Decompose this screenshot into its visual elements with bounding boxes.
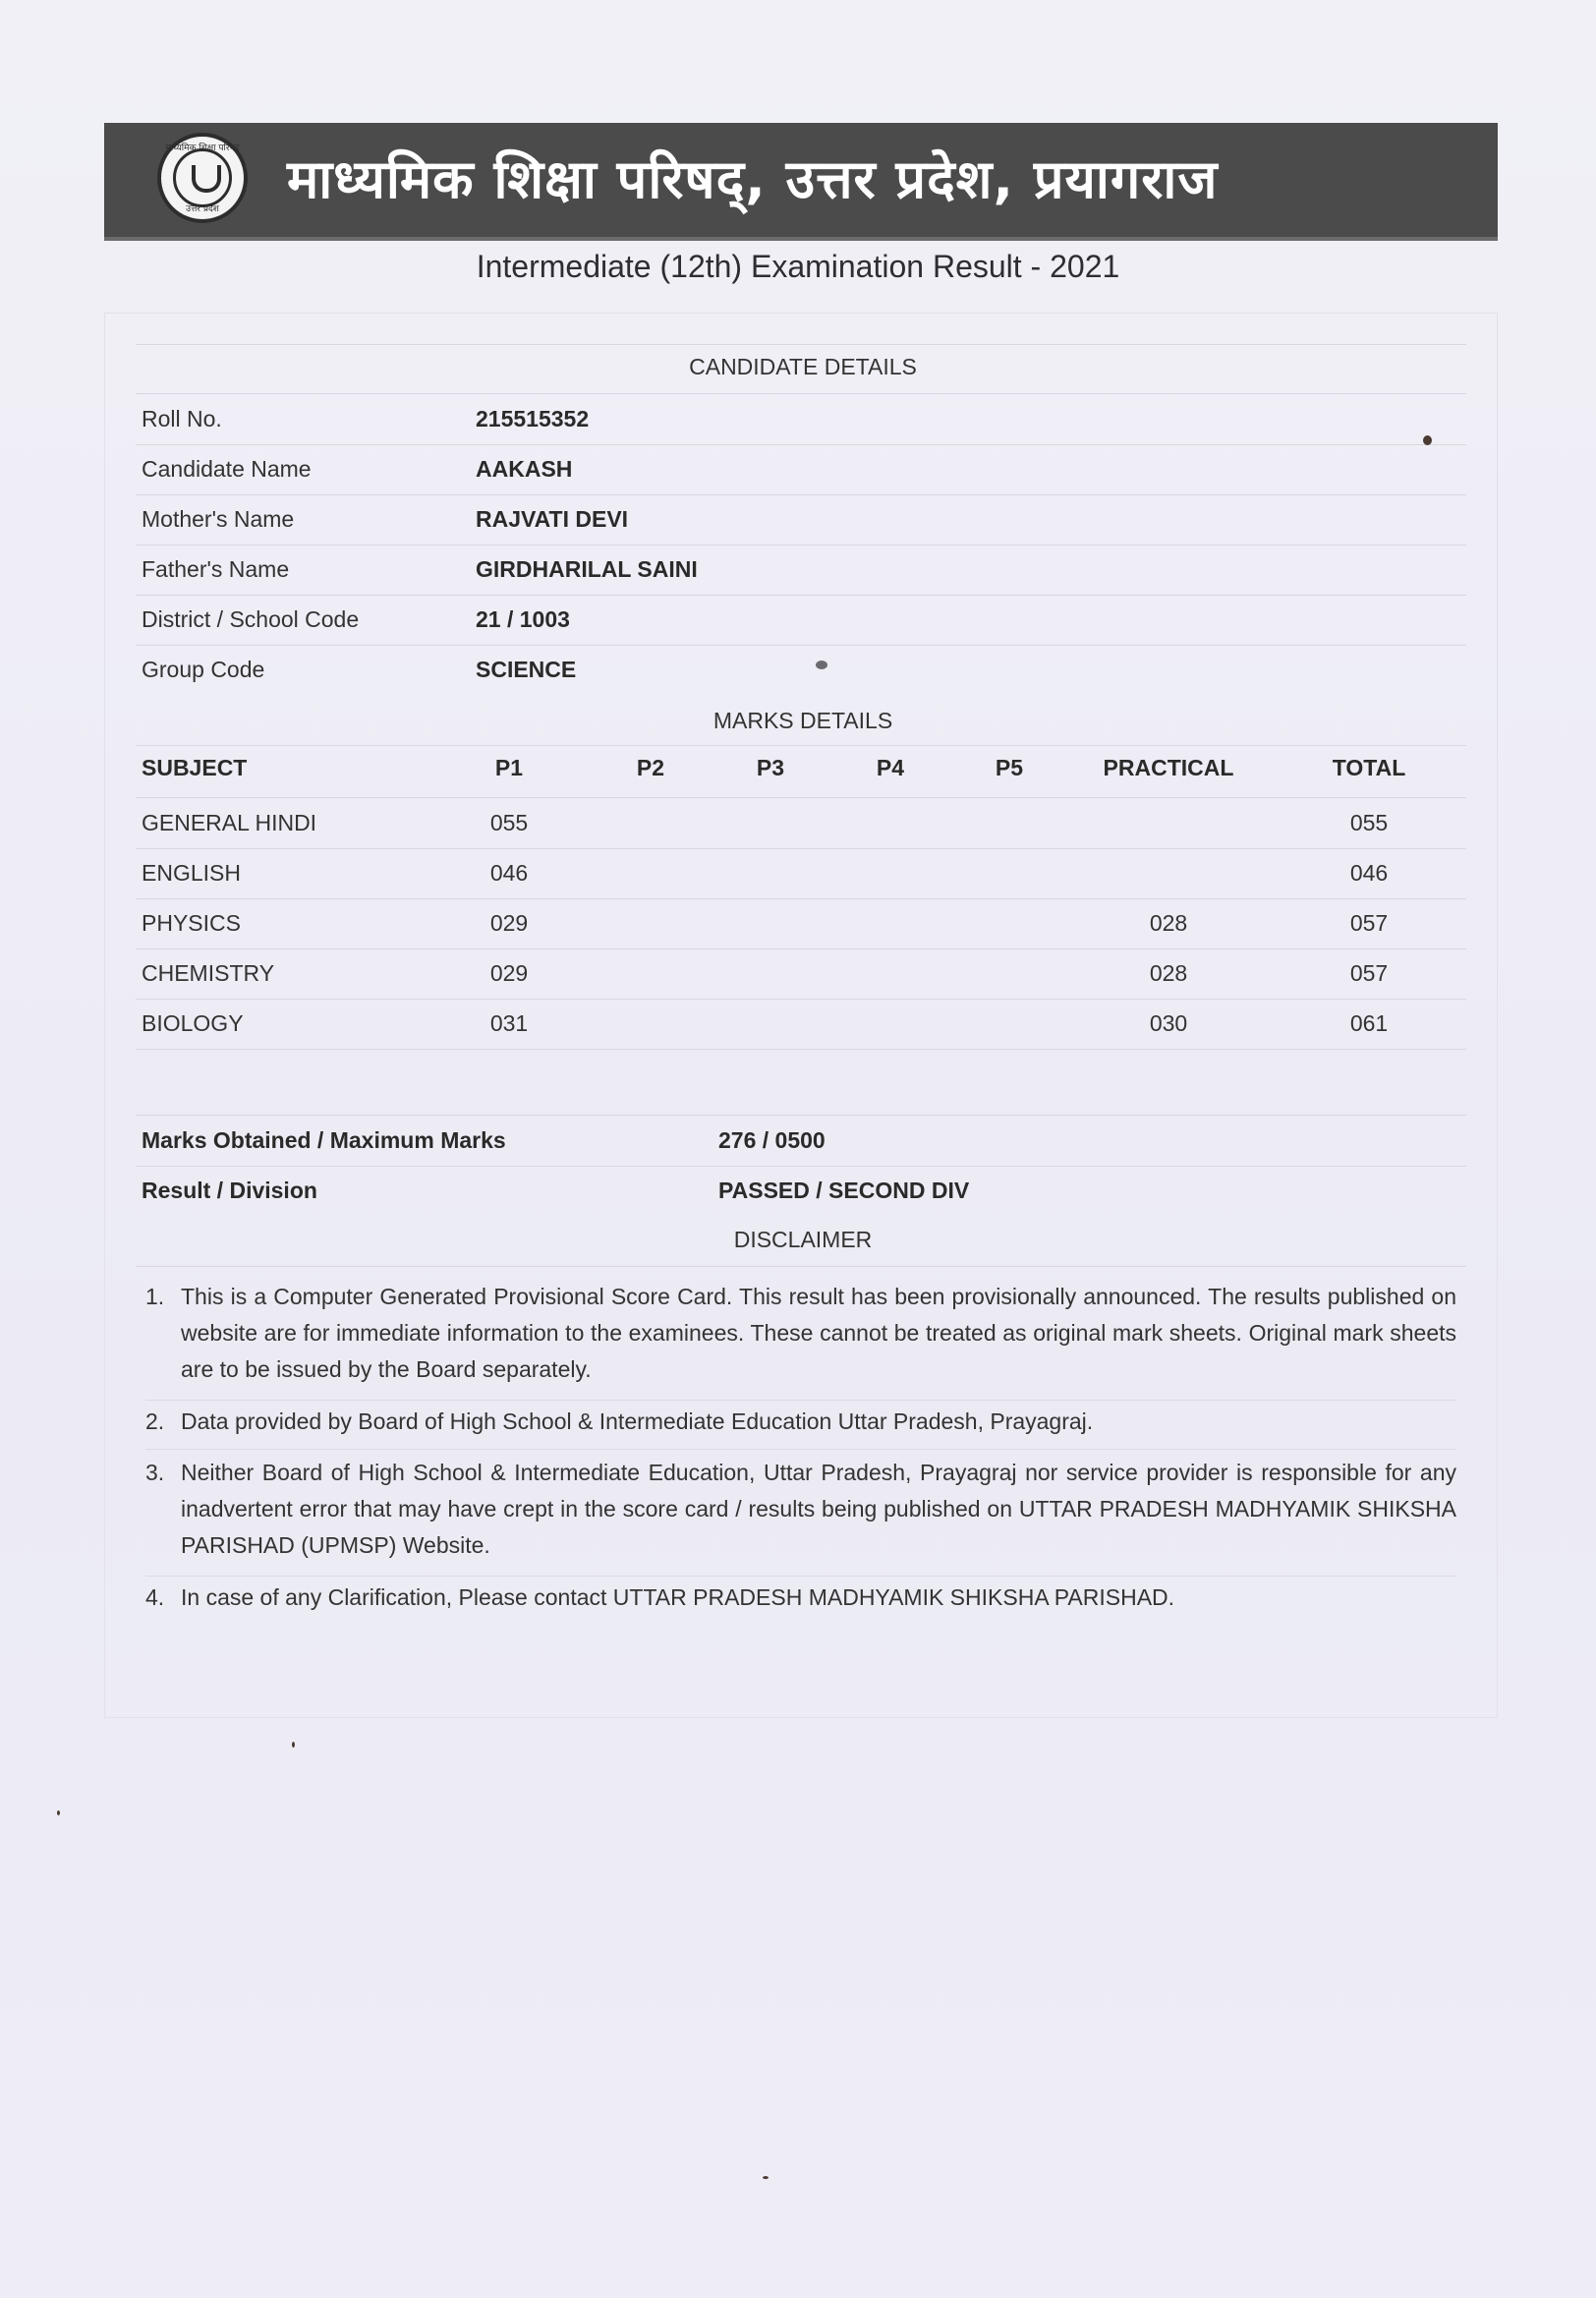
practical-cell: 030	[1149, 1010, 1188, 1036]
divider	[145, 1449, 1456, 1450]
paper-speck	[57, 1810, 60, 1815]
field-value: 21 / 1003	[476, 606, 570, 632]
paper-speck	[763, 2176, 769, 2179]
seal-emblem-icon	[192, 165, 221, 193]
field-value: AAKASH	[476, 456, 573, 482]
marks-obtained-label: Marks Obtained / Maximum Marks	[142, 1127, 506, 1153]
p1-cell: 031	[489, 1010, 529, 1036]
disclaimer-item	[145, 1404, 1456, 1440]
total-cell: 061	[1349, 1010, 1389, 1036]
field-value: GIRDHARILAL SAINI	[476, 556, 698, 582]
disclaimer-number: 2.	[145, 1408, 165, 1434]
p1-cell: 046	[489, 860, 529, 886]
disclaimer-title: DISCLAIMER	[733, 1227, 873, 1252]
field-label: Father's Name	[142, 556, 290, 582]
divider	[136, 344, 1466, 345]
col-header-p2: P2	[636, 755, 665, 780]
disclaimer-item	[145, 1279, 1456, 1389]
p1-cell: 029	[489, 910, 529, 936]
p1-cell: 055	[489, 810, 529, 835]
subject-cell: PHYSICS	[142, 910, 241, 936]
field-label: Group Code	[142, 657, 265, 682]
divider	[136, 745, 1466, 746]
subject-cell: BIOLOGY	[142, 1010, 244, 1036]
col-header-p3: P3	[756, 755, 785, 780]
practical-cell: 028	[1149, 960, 1188, 986]
table-row	[136, 898, 1466, 949]
col-header-p5: P5	[995, 755, 1024, 780]
page-title: Intermediate (12th) Examination Result - 2021	[476, 249, 1120, 284]
disclaimer-item	[145, 1455, 1456, 1565]
field-value: 215515352	[476, 406, 590, 431]
result-division-label: Result / Division	[142, 1178, 317, 1203]
field-row-father-name	[136, 545, 1466, 596]
col-header-subject: SUBJECT	[142, 755, 248, 780]
candidate-section-title: CANDIDATE DETAILS	[689, 354, 917, 379]
marks-obtained-row	[136, 1116, 1466, 1167]
paper-speck	[292, 1742, 295, 1748]
table-row	[136, 999, 1466, 1050]
col-header-p4: P4	[876, 755, 905, 780]
field-label: District / School Code	[142, 606, 360, 632]
p1-cell: 029	[489, 960, 529, 986]
seal-bottom-text: उत्तर प्रदेश	[186, 204, 219, 214]
total-cell: 057	[1349, 960, 1389, 986]
marks-section-title: MARKS DETAILS	[712, 708, 893, 733]
seal-inner-circle	[173, 148, 232, 207]
field-label: Candidate Name	[142, 456, 312, 482]
field-label: Mother's Name	[142, 506, 295, 532]
subject-cell: CHEMISTRY	[142, 960, 275, 986]
disclaimer-text: Neither Board of High School & Intermediate Education, Uttar Pradesh, Prayagraj nor service provider is responsible for any inadvertent error that may have crept in the score card / results being published on UTTAR PRADESH MADHYAMIK SHIKSHA PARISHAD (UPMSP) Website.	[181, 1460, 1456, 1558]
table-row	[136, 848, 1466, 899]
total-cell: 046	[1349, 860, 1389, 886]
col-header-total: TOTAL	[1332, 755, 1406, 780]
field-value: RAJVATI DEVI	[476, 506, 629, 532]
field-value: SCIENCE	[476, 657, 577, 682]
field-row-roll-no	[136, 394, 1466, 445]
field-row-district-school-code	[136, 595, 1466, 646]
divider	[145, 1400, 1456, 1401]
disclaimer-number: 1.	[145, 1284, 165, 1309]
board-name-hindi: माध्यमिक शिक्षा परिषद्, उत्तर प्रदेश, प्रयागराज	[287, 148, 1219, 210]
divider	[136, 1266, 1466, 1267]
result-division-value: PASSED / SECOND DIV	[718, 1178, 970, 1203]
field-row-mother-name	[136, 494, 1466, 546]
disclaimer-text: Data provided by Board of High School & Intermediate Education Uttar Pradesh, Prayagraj.	[181, 1408, 1094, 1434]
disclaimer-item	[145, 1580, 1456, 1616]
table-row	[136, 948, 1466, 1000]
total-cell: 057	[1349, 910, 1389, 936]
practical-cell: 028	[1149, 910, 1188, 936]
disclaimer-text: In case of any Clarification, Please contact UTTAR PRADESH MADHYAMIK SHIKSHA PARISHAD.	[181, 1584, 1175, 1610]
table-row	[136, 798, 1466, 849]
board-seal-icon	[157, 133, 248, 223]
field-row-group-code	[136, 645, 1466, 695]
disclaimer-number: 4.	[145, 1584, 165, 1610]
total-cell: 055	[1349, 810, 1389, 835]
disclaimer-number: 3.	[145, 1460, 165, 1485]
result-division-row	[136, 1166, 1466, 1216]
paper-speck	[1423, 435, 1432, 445]
col-header-practical: PRACTICAL	[1103, 755, 1234, 780]
subject-cell: ENGLISH	[142, 860, 241, 886]
header-banner	[104, 123, 1498, 241]
seal-ring-text: माध्यमिक शिक्षा परिषद	[165, 144, 240, 153]
disclaimer-text: This is a Computer Generated Provisional Score Card. This result has been provisionally announced. The results published on website are for immediate information to the examinees. These cannot be treated as original mark sheets. Original mark sheets are to be issued by the Board separately.	[181, 1284, 1456, 1382]
field-label: Roll No.	[142, 406, 222, 431]
divider	[145, 1576, 1456, 1577]
marks-obtained-value: 276 / 0500	[718, 1127, 826, 1153]
paper-speck	[816, 661, 827, 669]
col-header-p1: P1	[494, 755, 524, 780]
field-row-candidate-name	[136, 444, 1466, 495]
subject-cell: GENERAL HINDI	[142, 810, 317, 835]
